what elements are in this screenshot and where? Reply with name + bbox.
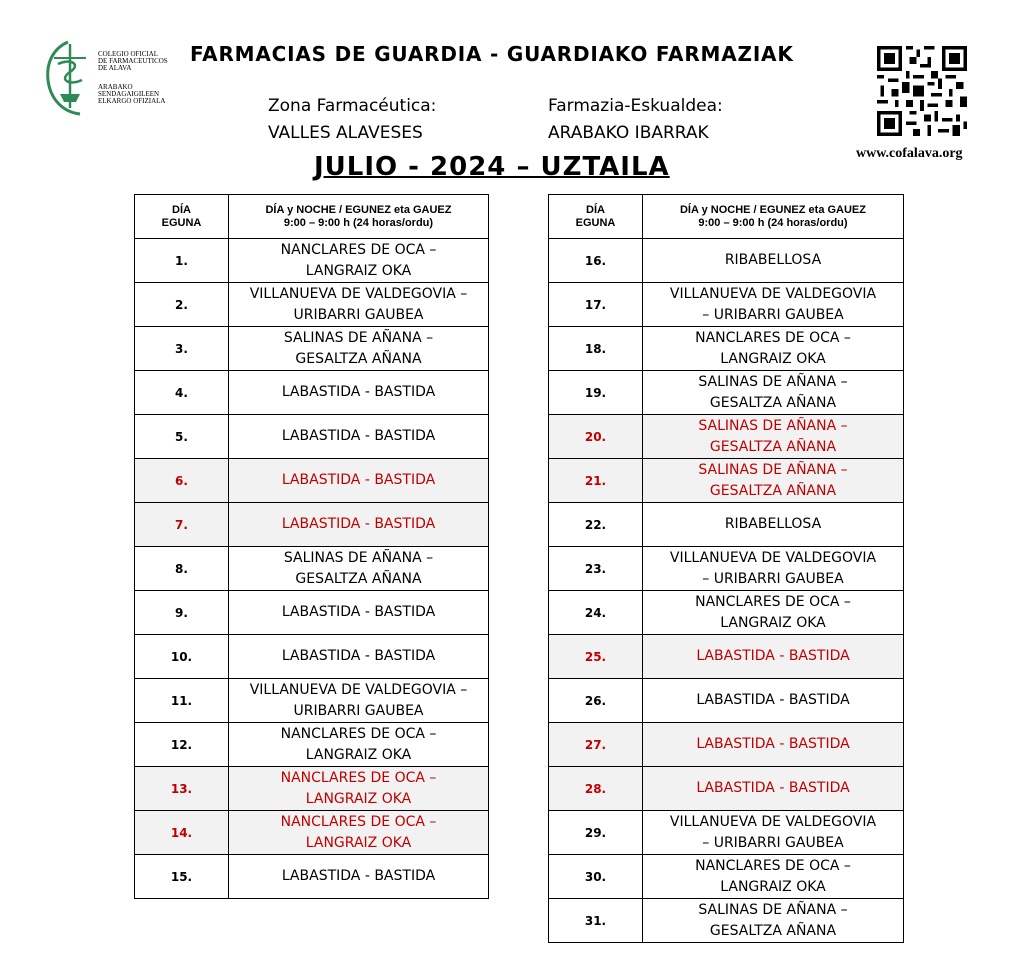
shift-column-header (229, 195, 489, 239)
pharmacy-line1: LABASTIDA - BASTIDA (281, 516, 436, 532)
pharmacy-line2: GESALTZA AÑANA (709, 394, 837, 411)
pharmacy-line1: NANCLARES DE OCA – (280, 725, 437, 742)
pharmacy-line1: LABASTIDA - BASTIDA (281, 384, 436, 400)
pharmacy-line1: NANCLARES DE OCA – (695, 329, 851, 346)
day-header-line1: DÍA (172, 203, 191, 216)
table-row (135, 767, 489, 811)
pharmacy-line1: NANCLARES DE OCA – (695, 857, 851, 874)
table-header-row (549, 195, 904, 239)
day-cell: 22. (549, 503, 643, 547)
shift-header-line2: 9:00 – 9:00 h (24 horas/ordu) (283, 216, 434, 229)
day-cell: 8. (135, 547, 229, 591)
table-header-row (135, 195, 489, 239)
pharmacy-line1: LABASTIDA - BASTIDA (696, 692, 850, 708)
pharmacy-line1: LABASTIDA - BASTIDA (696, 648, 850, 664)
pharmacy-cell (229, 723, 489, 767)
pharmacy-cell (229, 371, 489, 415)
logo-text-line: COLEGIO OFICIAL (98, 50, 159, 58)
pharmacy-cell (229, 239, 489, 283)
pharmacy-line1: SALINAS DE AÑANA – (698, 417, 848, 434)
pharmacy-line1: RIBABELLOSA (724, 516, 822, 532)
table-row (549, 371, 904, 415)
pharmacy-line1: RIBABELLOSA (724, 252, 822, 268)
caduceus-icon (40, 38, 100, 118)
table-row (135, 327, 489, 371)
pharmacy-line2: GESALTZA AÑANA (295, 350, 422, 367)
day-cell: 5. (135, 415, 229, 459)
table-row (135, 855, 489, 899)
pharmacy-cell (643, 547, 904, 591)
pharmacy-cell (229, 459, 489, 503)
table-row (549, 459, 904, 503)
zone-label-eu: Farmazia-Eskualdea: (548, 96, 723, 116)
table-row (549, 635, 904, 679)
table-row (135, 239, 489, 283)
pharmacy-cell (643, 371, 904, 415)
day-cell: 9. (135, 591, 229, 635)
pharmacy-line1: SALINAS DE AÑANA – (698, 373, 848, 390)
day-column-header (549, 195, 643, 239)
table-row (135, 679, 489, 723)
day-cell: 31. (549, 899, 643, 943)
table-row (549, 767, 904, 811)
day-cell: 26. (549, 679, 643, 723)
shift-column-header (643, 195, 904, 239)
pharmacy-line1: VILLANUEVA DE VALDEGOVIA (669, 549, 877, 566)
table-row (549, 679, 904, 723)
pharmacy-cell (229, 591, 489, 635)
day-cell: 19. (549, 371, 643, 415)
pharmacy-cell (229, 503, 489, 547)
logo-text-line: ELKARGO OFIZIALA (98, 97, 166, 105)
pharmacy-line1: LABASTIDA - BASTIDA (281, 868, 436, 884)
table-row (135, 591, 489, 635)
pharmacy-cell (643, 503, 904, 547)
month-heading: JULIO - 2024 – UZTAILA (314, 152, 670, 182)
table-row (549, 547, 904, 591)
pharmacy-cell (229, 327, 489, 371)
table-row (549, 591, 904, 635)
pharmacy-cell (229, 767, 489, 811)
pharmacy-cell (229, 679, 489, 723)
schedule-table-right (548, 194, 904, 943)
website-url: www.cofalava.org (856, 146, 963, 161)
table-row (135, 635, 489, 679)
table-row (549, 899, 904, 943)
shift-header-line2: 9:00 – 9:00 h (24 horas/ordu) (698, 216, 848, 229)
pharmacy-cell (643, 767, 904, 811)
day-cell: 18. (549, 327, 643, 371)
pharmacy-cell (229, 811, 489, 855)
table-row (135, 371, 489, 415)
pharmacy-cell (643, 635, 904, 679)
day-cell: 7. (135, 503, 229, 547)
pharmacy-cell (229, 283, 489, 327)
pharmacy-line1: SALINAS DE AÑANA – (283, 329, 434, 346)
day-cell: 2. (135, 283, 229, 327)
schedule-table-left (134, 194, 489, 899)
pharmacy-cell (643, 459, 904, 503)
day-cell: 23. (549, 547, 643, 591)
day-cell: 25. (549, 635, 643, 679)
day-cell: 15. (135, 855, 229, 899)
day-cell: 30. (549, 855, 643, 899)
pharmacy-cell (643, 415, 904, 459)
pharmacy-line2: – URIBARRI GAUBEA (702, 834, 844, 851)
pharmacy-line1: LABASTIDA - BASTIDA (696, 780, 850, 796)
table-row (135, 283, 489, 327)
table-row (135, 547, 489, 591)
pharmacy-line2: LANGRAIZ OKA (720, 614, 826, 631)
pharmacy-line1: VILLANUEVA DE VALDEGOVIA (669, 813, 877, 830)
day-cell: 24. (549, 591, 643, 635)
day-cell: 27. (549, 723, 643, 767)
logo-text-line: DE ALAVA (98, 64, 132, 72)
pharmacy-line1: NANCLARES DE OCA – (695, 593, 851, 610)
page-title: FARMACIAS DE GUARDIA - GUARDIAKO FARMAZIAK (190, 42, 794, 66)
shift-header-line1: DÍA y NOCHE / EGUNEZ eta GAUEZ (265, 203, 452, 216)
day-cell: 28. (549, 767, 643, 811)
pharmacy-line1: SALINAS DE AÑANA – (698, 901, 848, 918)
table-row (549, 239, 904, 283)
pharmacy-line2: GESALTZA AÑANA (709, 482, 837, 499)
logo-text-line: DE FARMACEUTICOS (98, 57, 168, 65)
day-cell: 12. (135, 723, 229, 767)
zone-label-es: Zona Farmacéutica: (268, 96, 437, 116)
table-row (549, 415, 904, 459)
table-row (135, 415, 489, 459)
pharmacy-line2: GESALTZA AÑANA (709, 922, 837, 939)
day-cell: 21. (549, 459, 643, 503)
table-row (549, 855, 904, 899)
pharmacy-cell (229, 547, 489, 591)
shift-header-line1: DÍA y NOCHE / EGUNEZ eta GAUEZ (679, 203, 866, 216)
pharmacy-line2: – URIBARRI GAUBEA (702, 306, 844, 323)
day-cell: 14. (135, 811, 229, 855)
pharmacy-line1: VILLANUEVA DE VALDEGOVIA (669, 285, 877, 302)
day-cell: 11. (135, 679, 229, 723)
pharmacy-cell (643, 855, 904, 899)
table-row (549, 723, 904, 767)
qr-code-icon (877, 46, 967, 136)
pharmacy-cell (229, 415, 489, 459)
day-cell: 3. (135, 327, 229, 371)
day-cell: 6. (135, 459, 229, 503)
pharmacy-line2: LANGRAIZ OKA (720, 878, 826, 895)
pharmacy-line1: LABASTIDA - BASTIDA (281, 472, 436, 488)
day-column-header (135, 195, 229, 239)
day-cell: 20. (549, 415, 643, 459)
pharmacy-line2: URIBARRI GAUBEA (293, 702, 424, 719)
pharmacy-line1: NANCLARES DE OCA – (280, 769, 437, 786)
table-row (135, 503, 489, 547)
pharmacy-line1: VILLANUEVA DE VALDEGOVIA – (249, 285, 468, 302)
pharmacy-cell (643, 239, 904, 283)
day-cell: 13. (135, 767, 229, 811)
table-row (549, 283, 904, 327)
table-row (135, 723, 489, 767)
pharmacy-line1: LABASTIDA - BASTIDA (696, 736, 850, 752)
pharmacy-line1: LABASTIDA - BASTIDA (281, 428, 436, 444)
day-cell: 10. (135, 635, 229, 679)
pharmacy-cell (229, 855, 489, 899)
day-header-line2: EGUNA (575, 216, 616, 229)
logo-text-line: ARABAKO (98, 83, 133, 91)
pharmacy-line2: – URIBARRI GAUBEA (702, 570, 844, 587)
pharmacy-cell (643, 591, 904, 635)
pharmacy-line1: SALINAS DE AÑANA – (283, 549, 434, 566)
day-cell: 29. (549, 811, 643, 855)
pharmacy-line1: VILLANUEVA DE VALDEGOVIA – (249, 681, 468, 698)
table-row (549, 503, 904, 547)
pharmacy-line2: GESALTZA AÑANA (295, 570, 422, 587)
day-cell: 17. (549, 283, 643, 327)
pharmacy-line1: LABASTIDA - BASTIDA (281, 604, 436, 620)
pharmacy-line2: LANGRAIZ OKA (305, 262, 412, 279)
pharmacy-line2: LANGRAIZ OKA (305, 834, 412, 851)
pharmacy-line1: SALINAS DE AÑANA – (698, 461, 848, 478)
pharmacy-cell (643, 811, 904, 855)
pharmacy-line2: GESALTZA AÑANA (709, 438, 837, 455)
pharmacy-line2: URIBARRI GAUBEA (293, 306, 424, 323)
pharmacy-cell (643, 679, 904, 723)
zone-value-es: VALLES ALAVESES (268, 123, 423, 143)
pharmacy-cell (643, 283, 904, 327)
pharmacy-cell (643, 723, 904, 767)
pharmacy-cell (229, 635, 489, 679)
pharmacy-line1: LABASTIDA - BASTIDA (281, 648, 436, 664)
table-row (549, 327, 904, 371)
day-header-line1: DÍA (586, 203, 605, 216)
pharmacy-line2: LANGRAIZ OKA (720, 350, 826, 367)
zone-value-eu: ARABAKO IBARRAK (548, 123, 709, 143)
pharmacy-line1: NANCLARES DE OCA – (280, 241, 437, 258)
pharmacy-line2: LANGRAIZ OKA (305, 790, 412, 807)
table-row (549, 811, 904, 855)
table-row (135, 811, 489, 855)
logo-text-line: SENDAGAIGILEEN (98, 90, 160, 98)
day-cell: 1. (135, 239, 229, 283)
day-header-line2: EGUNA (161, 216, 202, 229)
day-cell: 16. (549, 239, 643, 283)
pharmacy-cell (643, 899, 904, 943)
day-cell: 4. (135, 371, 229, 415)
college-logo (40, 38, 190, 118)
pharmacy-cell (643, 327, 904, 371)
table-row (135, 459, 489, 503)
pharmacy-line1: NANCLARES DE OCA – (280, 813, 437, 830)
pharmacy-line2: LANGRAIZ OKA (305, 746, 412, 763)
